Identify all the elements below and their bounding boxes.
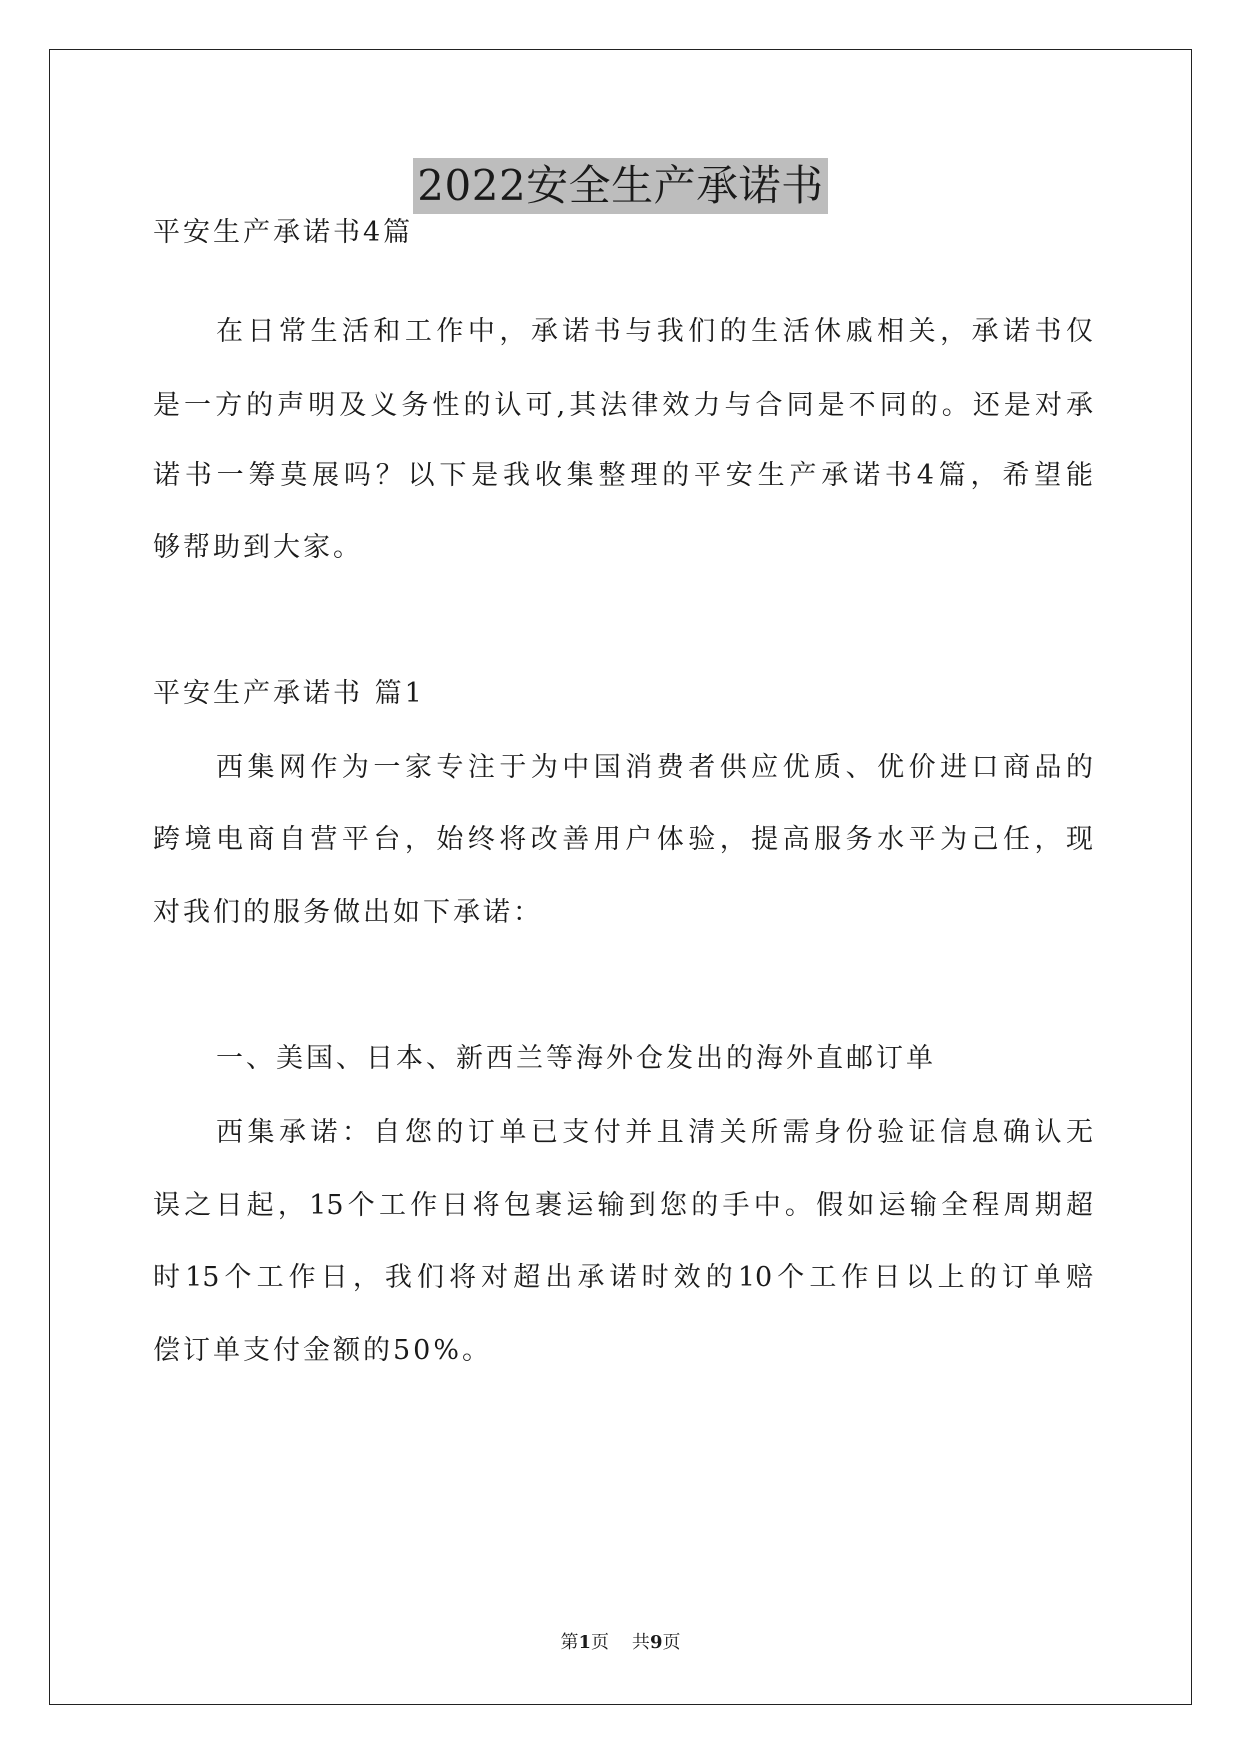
section1-line-1: 西集网作为一家专注于为中国消费者供应优质、优价进口商品的 — [216, 752, 1093, 783]
item1-heading: 一、美国、日本、新西兰等海外仓发出的海外直邮订单 — [216, 1043, 936, 1074]
footer-mid: 页 共 — [591, 1632, 650, 1653]
subtitle: 平安生产承诺书4篇 — [153, 217, 414, 248]
item1-line-2: 误之日起，15个工作日将包裹运输到您的手中。假如运输全程周期超 — [153, 1190, 1093, 1221]
footer-total-pages: 9 — [649, 1632, 663, 1653]
section1-heading: 平安生产承诺书 篇1 — [153, 678, 425, 709]
intro-line-4: 够帮助到大家。 — [153, 532, 363, 563]
footer-current-page: 1 — [578, 1632, 592, 1653]
title-container — [0, 158, 1241, 214]
page-border — [49, 49, 1192, 1705]
footer-suffix: 页 — [662, 1632, 681, 1653]
intro-line-3: 诺书一筹莫展吗？以下是我收集整理的平安生产承诺书4篇，希望能 — [153, 460, 1093, 491]
footer-prefix: 第 — [560, 1632, 579, 1653]
intro-line-2: 是一方的声明及义务性的认可,其法律效力与合同是不同的。还是对承 — [153, 390, 1093, 421]
item1-line-3: 时15个工作日，我们将对超出承诺时效的10个工作日以上的订单赔 — [153, 1262, 1093, 1293]
intro-line-1: 在日常生活和工作中，承诺书与我们的生活休戚相关，承诺书仅 — [216, 316, 1093, 347]
page-footer — [0, 1631, 1241, 1655]
item1-line-4: 偿订单支付金额的50%。 — [153, 1335, 493, 1366]
section1-line-3: 对我们的服务做出如下承诺： — [153, 897, 543, 928]
document-title: 2022安全生产承诺书 — [413, 158, 827, 214]
section1-line-2: 跨境电商自营平台，始终将改善用户体验，提高服务水平为己任，现 — [153, 824, 1093, 855]
item1-line-1: 西集承诺：自您的订单已支付并且清关所需身份验证信息确认无 — [216, 1117, 1093, 1148]
